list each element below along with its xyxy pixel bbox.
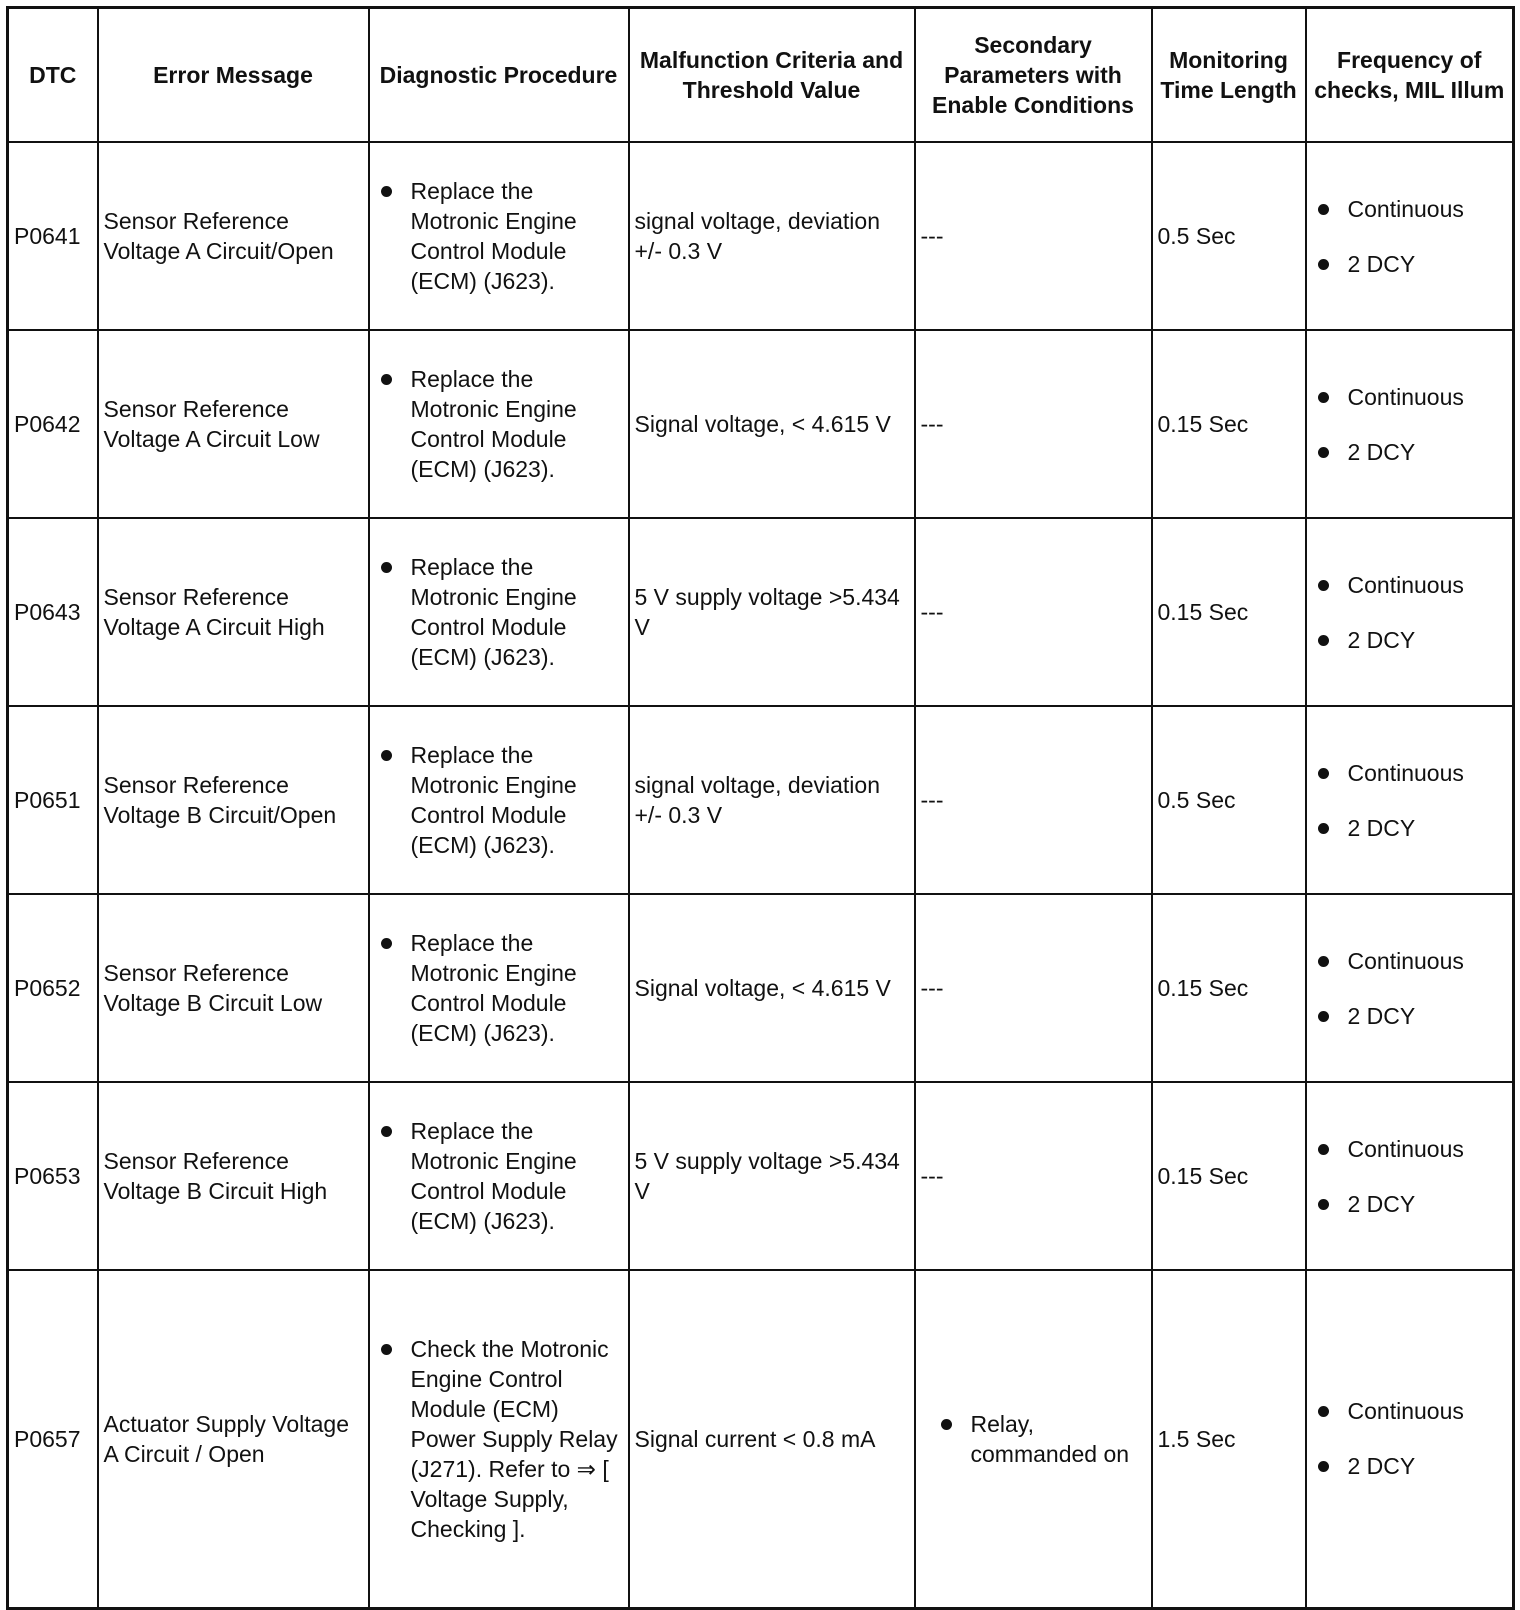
error-message: Sensor Reference Voltage A Circuit High (98, 518, 369, 706)
secondary-parameters: --- (915, 706, 1152, 894)
table-row (8, 518, 1514, 706)
dtc-table (6, 6, 1515, 1610)
table-row (8, 142, 1514, 330)
secondary-parameters: --- (915, 142, 1152, 330)
diagnostic-procedure (369, 894, 629, 1082)
frequency-cell (1306, 142, 1514, 330)
mil-item: 2 DCY (1312, 1189, 1509, 1219)
mil-item: 2 DCY (1312, 813, 1509, 843)
secondary-parameters (915, 1270, 1152, 1608)
error-message: Actuator Supply Voltage A Circuit / Open (98, 1270, 369, 1608)
secondary-item: Relay, commanded on (935, 1409, 1147, 1469)
dtc-code: P0641 (8, 142, 98, 330)
header-row (8, 8, 1514, 143)
mil-item: 2 DCY (1312, 625, 1509, 655)
malfunction-criteria: signal voltage, deviation +/- 0.3 V (629, 706, 915, 894)
error-message: Sensor Reference Voltage A Circuit Low (98, 330, 369, 518)
dtc-code: P0652 (8, 894, 98, 1082)
diagnostic-procedure (369, 706, 629, 894)
monitoring-time: 0.5 Sec (1152, 706, 1306, 894)
dtc-code: P0642 (8, 330, 98, 518)
secondary-parameters: --- (915, 1082, 1152, 1270)
diagnostic-procedure (369, 330, 629, 518)
error-message: Sensor Reference Voltage B Circuit High (98, 1082, 369, 1270)
procedure-item: Check the Motronic Engine Control Module (ECM) Power Supply Relay (J271). Refer to ⇒ [ Voltage Supply, Checking ]. (375, 1334, 624, 1544)
malfunction-criteria: Signal voltage, < 4.615 V (629, 894, 915, 1082)
frequency-cell (1306, 706, 1514, 894)
diagnostic-procedure (369, 1270, 629, 1608)
monitoring-time: 0.5 Sec (1152, 142, 1306, 330)
frequency-item: Continuous (1312, 758, 1509, 788)
mil-item: 2 DCY (1312, 249, 1509, 279)
error-message: Sensor Reference Voltage B Circuit/Open (98, 706, 369, 894)
frequency-cell (1306, 1082, 1514, 1270)
mil-item: 2 DCY (1312, 1001, 1509, 1031)
procedure-item: Replace the Motronic Engine Control Module (ECM) (J623). (375, 928, 624, 1048)
diagnostic-procedure (369, 1082, 629, 1270)
malfunction-criteria: 5 V supply voltage >5.434 V (629, 518, 915, 706)
procedure-item: Replace the Motronic Engine Control Module (ECM) (J623). (375, 552, 624, 672)
frequency-cell (1306, 330, 1514, 518)
monitoring-time: 0.15 Sec (1152, 518, 1306, 706)
header-dtc: DTC (8, 8, 98, 143)
table-row (8, 1082, 1514, 1270)
monitoring-time: 0.15 Sec (1152, 330, 1306, 518)
procedure-item: Replace the Motronic Engine Control Module (ECM) (J623). (375, 740, 624, 860)
frequency-cell (1306, 518, 1514, 706)
frequency-item: Continuous (1312, 382, 1509, 412)
dtc-code: P0657 (8, 1270, 98, 1608)
frequency-item: Continuous (1312, 194, 1509, 224)
header-malfunction-criteria: Malfunction Criteria and Threshold Value (629, 8, 915, 143)
dtc-code: P0643 (8, 518, 98, 706)
table-row (8, 894, 1514, 1082)
dtc-code: P0653 (8, 1082, 98, 1270)
header-secondary-parameters: Secondary Parameters with Enable Conditions (915, 8, 1152, 143)
table-row (8, 706, 1514, 894)
diagnostic-procedure (369, 142, 629, 330)
procedure-item: Replace the Motronic Engine Control Module (ECM) (J623). (375, 364, 624, 484)
mil-item: 2 DCY (1312, 1451, 1509, 1481)
diagnostic-procedure (369, 518, 629, 706)
monitoring-time: 0.15 Sec (1152, 1082, 1306, 1270)
header-error-message: Error Message (98, 8, 369, 143)
frequency-item: Continuous (1312, 570, 1509, 600)
frequency-cell (1306, 1270, 1514, 1608)
header-monitoring-time: Monitoring Time Length (1152, 8, 1306, 143)
frequency-item: Continuous (1312, 946, 1509, 976)
procedure-item: Replace the Motronic Engine Control Module (ECM) (J623). (375, 1116, 624, 1236)
table-row (8, 1270, 1514, 1608)
mil-item: 2 DCY (1312, 437, 1509, 467)
monitoring-time: 0.15 Sec (1152, 894, 1306, 1082)
malfunction-criteria: Signal voltage, < 4.615 V (629, 330, 915, 518)
header-diagnostic-procedure: Diagnostic Procedure (369, 8, 629, 143)
malfunction-criteria: Signal current < 0.8 mA (629, 1270, 915, 1608)
error-message: Sensor Reference Voltage A Circuit/Open (98, 142, 369, 330)
dtc-code: P0651 (8, 706, 98, 894)
table-row (8, 330, 1514, 518)
error-message: Sensor Reference Voltage B Circuit Low (98, 894, 369, 1082)
header-frequency: Frequency of checks, MIL Illum (1306, 8, 1514, 143)
monitoring-time: 1.5 Sec (1152, 1270, 1306, 1608)
secondary-parameters: --- (915, 894, 1152, 1082)
procedure-item: Replace the Motronic Engine Control Module (ECM) (J623). (375, 176, 624, 296)
malfunction-criteria: 5 V supply voltage >5.434 V (629, 1082, 915, 1270)
frequency-cell (1306, 894, 1514, 1082)
secondary-parameters: --- (915, 518, 1152, 706)
frequency-item: Continuous (1312, 1396, 1509, 1426)
secondary-parameters: --- (915, 330, 1152, 518)
frequency-item: Continuous (1312, 1134, 1509, 1164)
malfunction-criteria: signal voltage, deviation +/- 0.3 V (629, 142, 915, 330)
